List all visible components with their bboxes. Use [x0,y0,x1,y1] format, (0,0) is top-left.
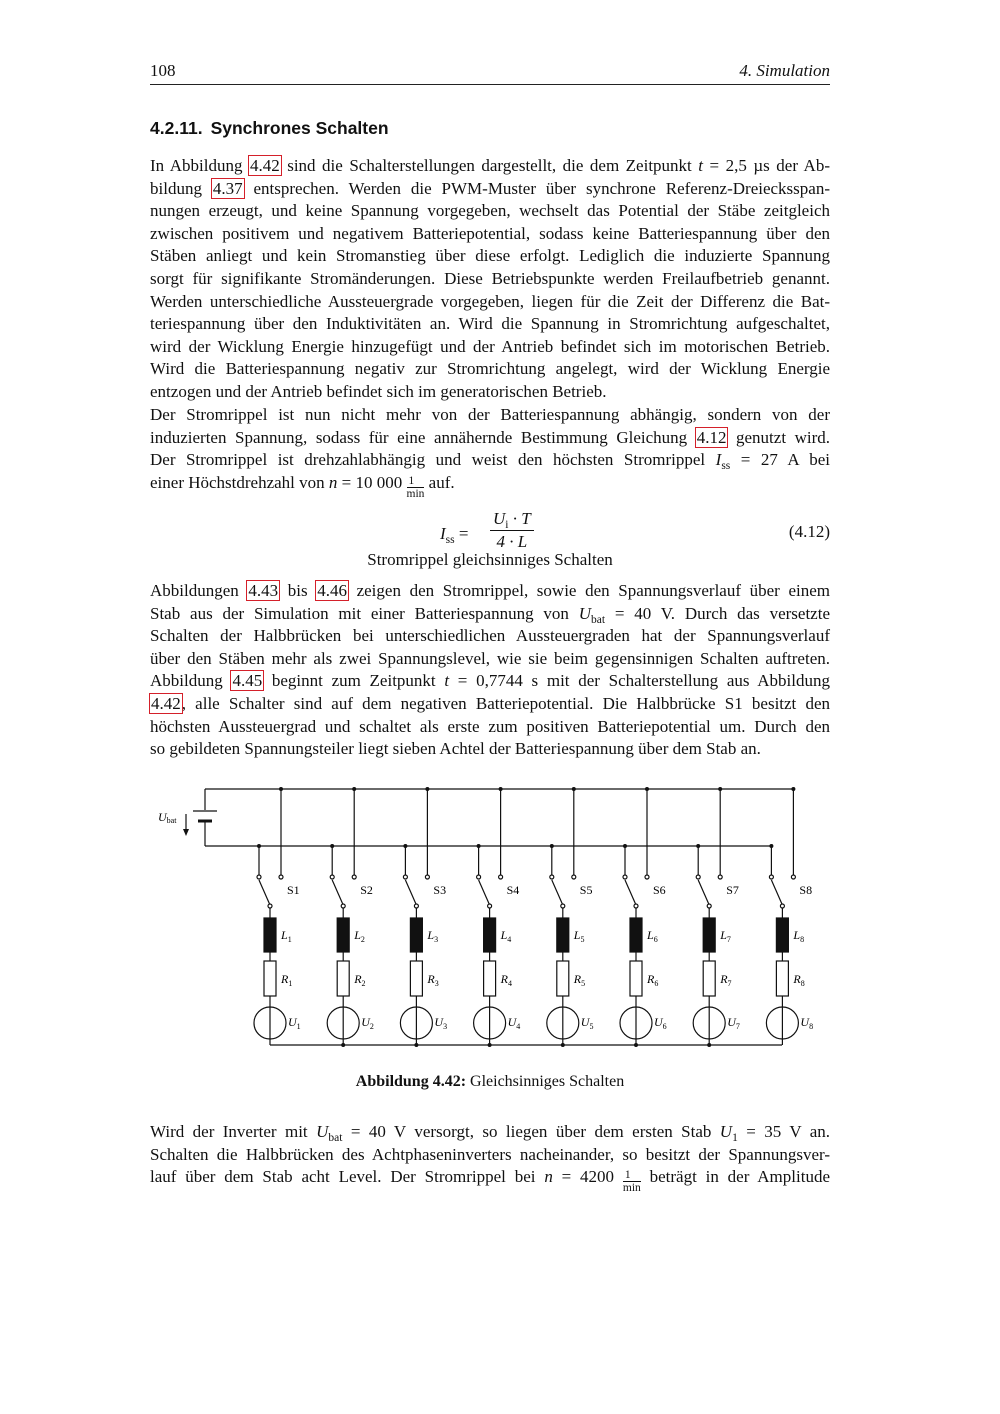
rail-junction-dot [425,787,429,791]
text-run: = 40 V. Durch das versetzte [605,603,830,623]
neutral-junction-dot [341,1043,345,1047]
switch-pivot [341,904,345,908]
text-run: lauf über dem Stab acht Level. Der Stromrippel bei [150,1167,545,1187]
text-run: genutzt wird. [727,427,831,447]
resistor-symbol [630,961,642,996]
inductor-label: $L_8$ [793,928,805,944]
switch-pivot [268,904,272,908]
neutral-junction-dot [488,1043,492,1047]
resistor-label: $R_2$ [354,972,366,988]
source-label: $U_5$ [580,1015,594,1031]
text-line: über den Stäben mehr als zwei Spannungslevel, wie sie beim gegensinnigen Schalten auftreten. [150,648,830,668]
switch-blade [332,880,343,905]
rail-junction-dot [623,844,627,848]
inductor-label: $L_6$ [647,928,658,944]
text-run: = 27 A bei [730,450,831,470]
text-run: = 40 V versorgt, so liegen über dem ersten Stab [342,1122,720,1141]
text-run: = 4200 [552,1167,623,1187]
switch-contact-bottom [403,875,407,879]
source-label: $U_4$ [507,1015,521,1031]
inductor-symbol [776,918,788,952]
text-run: Wird der Inverter mit [150,1122,317,1141]
inductor-label: $L_1$ [281,928,292,944]
switch-label: S4 [506,883,520,897]
resistor-label: $R_6$ [647,972,659,988]
rail-junction-dot [352,787,356,791]
fraction-1-per-min [407,475,425,500]
text-line: entzogen und der Antrieb befindet sich im generatorischen Betrieb. [150,381,607,401]
resistor-label: $R_1$ [281,972,293,988]
equation-denominator: 4 · L [496,532,528,551]
rail-junction-dot [477,844,481,848]
source-label: $U_2$ [361,1015,374,1031]
circuit-diagram [150,780,830,1060]
text-line [150,1121,830,1144]
switch-contact-top [572,875,576,879]
phase-leg-1 [254,787,286,1045]
paragraph-2 [150,404,831,500]
text-line [150,449,830,472]
switch-contact-top [352,875,356,879]
inductor-label: $L_4$ [500,928,512,944]
math-var-t: t [698,156,704,175]
equation-number: (4.12) [788,522,830,541]
equation-numerator [490,508,534,531]
neutral-junction-dot [561,1043,565,1047]
resistor-symbol [776,961,788,996]
figure-caption [150,1073,830,1091]
battery-label-sub: bat [166,816,177,825]
rail-junction-dot [718,787,722,791]
switch-label: S8 [799,883,813,897]
math-var: I [440,524,446,543]
text-run: = 2,5 µs der Ab- [703,156,830,175]
running-chapter-title: 4. Simulation [739,61,830,80]
resistor-label: $R_8$ [793,972,805,988]
figure-link-4-45[interactable]: 4.45 [232,671,263,691]
switch-contact-bottom [550,875,554,879]
phase-leg-2 [327,787,359,1047]
page-header [150,58,830,85]
rail-junction-dot [550,844,554,848]
switch-contact-top [791,875,795,879]
text-line: Werden unterschiedliche Aussteuergrade vorgegeben, liegen für die Zeit der Differenz die Bat- [150,291,830,311]
fraction-numerator: 1 [407,475,425,488]
switch-label: S3 [433,883,447,897]
switch-blade [259,880,270,905]
switch-contact-top [718,875,722,879]
math-sub: ss [721,460,731,473]
switch-contact-bottom [623,875,627,879]
switch-pivot [414,904,418,908]
math-var-U: U [316,1122,329,1141]
text-line: Schalten die Halbbrücken des Achtphaseninverters nacheinander, so besitzt der Spannungsver- [150,1144,830,1164]
equation-4-12 [150,508,830,556]
math-var: U [493,509,506,528]
figure-caption-text: Gleichsinniges Schalten [466,1073,625,1090]
neutral-junction-dot [707,1043,711,1047]
text-run: Der Stromrippel ist drehzahlabhängig und weist den höchsten Stromrippel [150,450,716,470]
phase-leg-8 [766,787,798,1045]
text-run: In Abbildung [150,156,249,175]
neutral-junction-dot [414,1043,418,1047]
inductor-symbol [484,918,496,952]
resistor-symbol [337,961,349,996]
equation-link-4-12[interactable]: 4.12 [696,427,727,447]
resistor-symbol [484,961,496,996]
switch-label: S2 [360,883,373,897]
section-title: Synchrones Schalten [210,118,389,138]
text-line: Der Stromrippel ist nun nicht mehr von der Batteriespannung abhängig, sondern von der [150,405,830,424]
phase-leg-5 [547,787,579,1047]
switch-blade [698,880,709,905]
text-line: Wird die Batteriespannung negativ zur Stromrichtung angelegt, wird der Wicklung Energie [150,359,830,379]
inductor-symbol [337,918,349,952]
math-sub: bat [590,613,606,626]
neutral-junction-dot [634,1043,638,1047]
text-line [150,670,830,693]
switch-contact-bottom [769,875,773,879]
resistor-symbol [703,961,715,996]
switch-label: S1 [287,883,300,897]
switch-label: S6 [653,883,666,897]
inductor-symbol [410,918,422,952]
rail-junction-dot [769,844,773,848]
text-line [150,603,830,626]
text-run: sind die Schalterstellungen dargestellt, die dem Zeitpunkt [280,156,699,175]
math-var-t: t [444,671,450,691]
text-line [150,472,830,500]
text-run: , alle Schalter sind auf dem negativen Batteriepotential. Die Halbbrücke S1 besitzt den [181,693,830,713]
math-sub: bat [328,1132,343,1144]
resistor-label: $R_7$ [720,972,732,988]
inductor-symbol [630,918,642,952]
math-var-I: I [715,450,722,470]
inductor-symbol [703,918,715,952]
text-run: bis [279,581,317,600]
figure-link-4-42[interactable]: 4.42 [151,693,181,713]
page-number: 108 [150,61,176,80]
switch-label: S5 [579,883,593,897]
math-sub: i [505,519,509,531]
inductor-symbol [557,918,569,952]
figure-link-4-42[interactable]: 4.42 [249,156,280,175]
text-line [150,155,830,178]
text-run: Abbildung [150,671,232,691]
inductor-label: $L_2$ [354,928,365,944]
equation-caption: Stromrippel gleichsinniges Schalten [367,550,613,569]
switch-contact-top [279,875,283,879]
figure-link-4-46[interactable]: 4.46 [317,581,347,600]
source-label: $U_1$ [288,1015,301,1031]
text-line [150,1166,830,1195]
rail-junction-dot [572,787,576,791]
battery-arrow-head [183,829,189,836]
switch-pivot [780,904,784,908]
battery-label-var: U [158,810,167,824]
switch-blade [625,880,636,905]
equation-lhs: $I_{ss}$ = [440,524,469,546]
text-line: so gebildeten Spannungsteiler liegt sieben Achtel der Batteriespannung über dem Stab an. [150,739,761,759]
phase-leg-4 [474,787,506,1047]
switch-label: S7 [726,883,739,897]
resistor-symbol [264,961,276,996]
phase-leg-6 [620,787,652,1047]
text-line: Schalten der Halbbrücken bei unterschiedlichen Aussteuergraden hat der Spannungsverlauf [150,626,830,646]
section-number: 4.2.11. [150,118,203,138]
text-run: = 35 V an. [737,1122,830,1141]
switch-blade [479,880,490,905]
rail-junction-dot [499,787,503,791]
text-run: = 0,7744 s mit der Schalterstellung aus Abbildung [449,671,831,691]
text-run: Abbildungen [150,581,248,600]
fraction-1-per-min [623,1169,641,1194]
text-run: auf. [424,472,455,492]
switch-contact-top [499,875,503,879]
switch-contact-bottom [257,875,261,879]
resistor-label: $R_4$ [500,972,512,988]
text-line: zwischen positivem und negativem Batteriepotential, sodass keine Batteriespannung über den [150,223,830,243]
inductor-label: $L_5$ [573,928,585,944]
rail-junction-dot [696,844,700,848]
text-run: zeigen den Stromrippel, sowie den Spannungsverlauf über einem [347,581,830,600]
text-line [150,178,830,201]
rail-junction-dot [645,787,649,791]
switch-pivot [561,904,565,908]
text-line: teriespannung über den Induktivitäten an. Wird die Spannung in Stromrichtung aufgeschaltet, [150,314,830,334]
section-heading [150,118,389,139]
source-label: $U_6$ [654,1015,667,1031]
text-run: bildung [150,178,212,198]
figure-link-4-43[interactable]: 4.43 [248,581,279,600]
text-line: Stäben anliegt und kein Stromanstieg über diese erfolgt. Lediglich die induzierte Spannung [150,246,830,266]
rail-junction-dot [279,787,283,791]
inductor-label: $L_7$ [720,928,731,944]
text-line [150,427,830,450]
paragraph-1 [150,155,830,404]
text-line: sorgt für signifikante Stromänderungen. Diese Betriebspunkte werden Freilaufbetrieb genannt. [150,268,830,288]
phase-leg-7 [693,787,725,1047]
text-line: höchsten Aussteuergrad und schaltet als erste zum positiven Batteriepotential um. Durch den [150,716,830,736]
text-run: beträgt in der Amplitude [640,1167,830,1187]
text-line: nungen erzeugt, und keine Spannung vorgegeben, wechselt das Potential der Stäbe zeitgleich [150,201,830,221]
text-run: einer Höchstdrehzahl von [150,472,329,492]
text-run: = 10 000 [337,472,407,492]
figure-caption-label: Abbildung 4.42: [355,1073,467,1090]
source-label: $U_8$ [800,1015,814,1031]
text-run: induzierten Spannung, sodass für eine annähernde Bestimmung Gleichung [150,427,696,447]
text-line [150,580,830,603]
resistor-label: $R_5$ [573,972,586,988]
switch-contact-bottom [330,875,334,879]
switch-contact-bottom [696,875,700,879]
math-sub: ss [445,534,455,546]
switch-contact-top [425,875,429,879]
rail-junction-dot [330,844,334,848]
math-var-n: n [544,1167,553,1187]
source-label: $U_7$ [727,1015,740,1031]
math-sub: 1 [732,1132,738,1144]
rail-junction-dot [403,844,407,848]
source-label: $U_3$ [434,1015,448,1031]
paragraph-4 [150,1121,830,1195]
switch-pivot [707,904,711,908]
switch-contact-bottom [477,875,481,879]
figure-link-4-37[interactable]: 4.37 [212,178,243,198]
text-run: Stab aus der Simulation mit einer Batteriespannung von [150,603,579,623]
switch-blade [771,880,782,905]
switch-pivot [634,904,638,908]
resistor-symbol [557,961,569,996]
inductor-symbol [264,918,276,952]
inductor-label: $L_3$ [427,928,439,944]
battery-label [158,810,177,825]
fraction-denominator: min [622,1182,641,1195]
resistor-symbol [410,961,422,996]
rail-junction-dot [257,844,261,848]
switch-blade [552,880,563,905]
text-run: beginnt zum Zeitpunkt [263,671,445,691]
paragraph-3 [150,580,830,761]
phase-legs [254,787,813,1047]
phase-leg-3 [400,787,432,1047]
math-var-U: U [578,603,591,623]
switch-blade [405,880,416,905]
math-var-U: U [719,1122,733,1141]
fraction-denominator: min [406,487,425,500]
switch-pivot [488,904,492,908]
fraction-numerator: 1 [623,1169,641,1182]
switch-contact-top [645,875,649,879]
rail-junction-dot [791,787,795,791]
text-run: entsprechen. Werden die PWM-Muster über synchrone Referenz-Dreiecksspan- [243,178,830,198]
text-line: wird der Wicklung Energie hinzugefügt und der Antrieb befindet sich im motorischen Betrieb. [150,336,830,356]
resistor-label: $R_3$ [427,972,439,988]
math-var-n: n [328,472,338,492]
equation-fraction [490,508,534,553]
text-line [150,693,830,716]
math-rest: · T [508,509,531,528]
